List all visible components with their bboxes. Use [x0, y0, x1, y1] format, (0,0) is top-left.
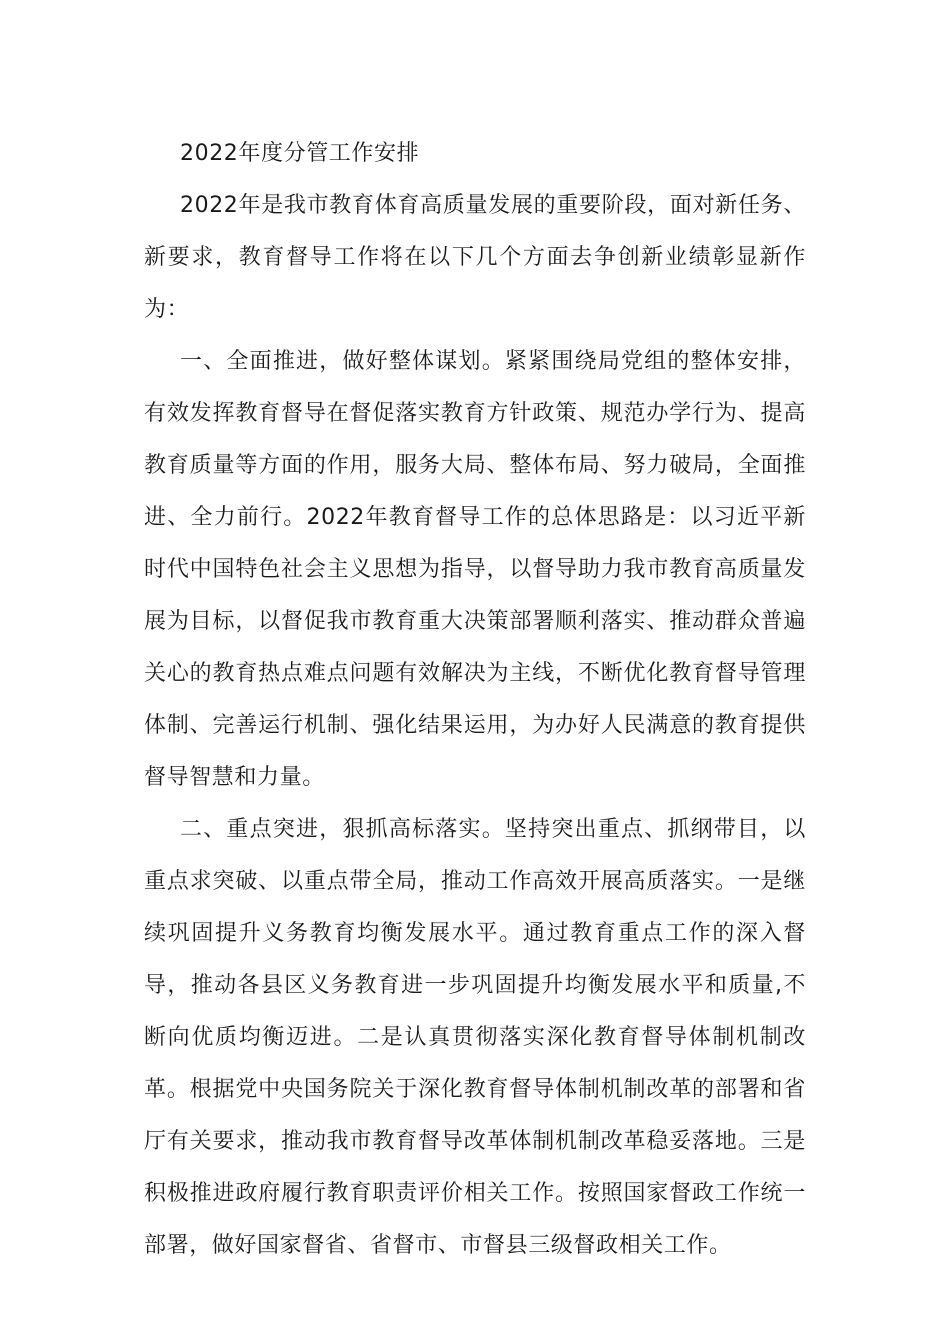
document-title: 2022年度分管工作安排	[180, 141, 420, 166]
paragraph-section-two: 二、重点突进，狠抓高标落实。坚持突出重点、抓纲带目，以重点求突破、以重点带全局，推动工作高效开展高质落实。一是继续巩固提升义务教育均衡发展水平。通过教育重点工作的深入督导，推动各县区义务教育进一步巩固提升均衡发展水平和质量,不断向优质均衡迈进。二是认真贯彻落实深化教育督导体制机制改革。根据党中央国务院关于深化教育督导体制机制改革的部署和省厅有关要求，推动我市教育督导改革体制机制改革稳妥落地。三是积极推进政府履行教育职责评价相关工作。按照国家督政工作统一部署，做好国家督省、省督市、市督县三级督政相关工作。	[144, 817, 806, 1258]
document-body	[144, 128, 806, 1272]
paragraph-intro: 2022年是我市教育体育高质量发展的重要阶段，面对新任务、新要求，教育督导工作将在以下几个方面去争创新业绩彰显新作为：	[144, 193, 806, 322]
paragraph-section-one: 一、全面推进，做好整体谋划。紧紧围绕局党组的整体安排，有效发挥教育督导在督促落实教育方针政策、规范办学行为、提高教育质量等方面的作用，服务大局、整体布局、努力破局，全面推进、全力前行。2022年教育督导工作的总体思路是：以习近平新时代中国特色社会主义思想为指导，以督导助力我市教育高质量发展为目标，以督促我市教育重大决策部署顺利落实、推动群众普遍关心的教育热点难点问题有效解决为主线，不断优化教育督导管理体制、完善运行机制、强化结果运用，为办好人民满意的教育提供督导智慧和力量。	[144, 349, 806, 790]
